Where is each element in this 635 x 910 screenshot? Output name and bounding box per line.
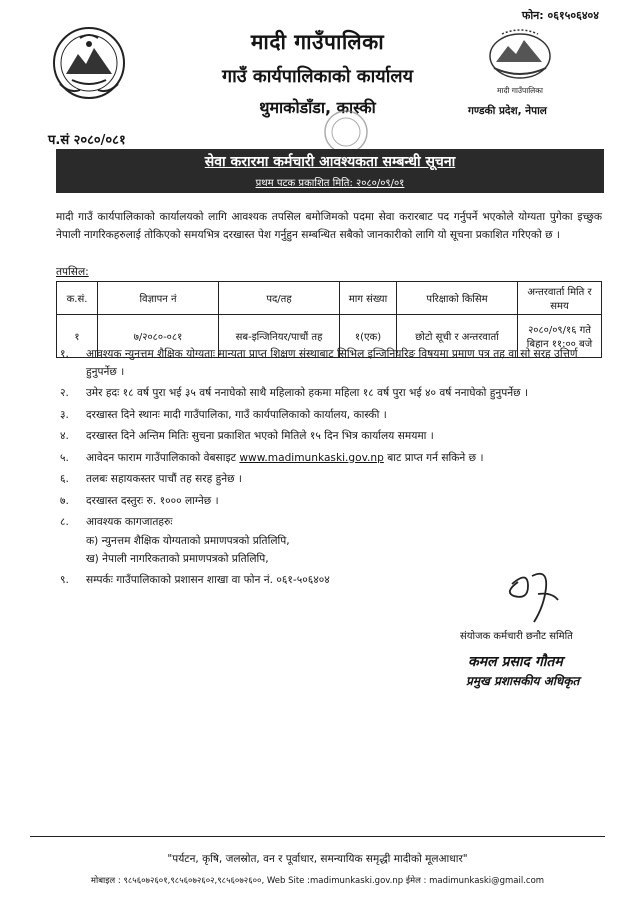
condition-text: आवश्यक न्युनत्तम शैक्षिक योग्यताः मान्यता प्राप्त शिक्षण संस्थाबाट सिभिल इन्जिनियरिङ विषयमा प्रमाण पत्र तह वा सो सरह उत्तिर्ण हुनुपर्नेछ । [86, 348, 578, 378]
condition-text: दरखास्त दिने अन्तिम मितिः सुचना प्रकाशित भएको मितिले १५ दिन भित्र कार्यालय समयमा । [86, 430, 434, 442]
col-quantity: माग संख्या [340, 282, 397, 315]
condition-number: ६. [60, 473, 69, 485]
condition-number: ९. [60, 573, 69, 586]
condition-text: उमेर हदः १८ वर्ष पुरा भई ३५ वर्ष ननाघेको साथै महिलाको हकमा महिला १८ वर्ष पुरा भई ४० वर्ष ननाघेको हुनुपर्नेछ । [86, 387, 528, 399]
signer-name: कमल प्रसाद गौतम [468, 654, 563, 670]
committee-coordinator: संयोजक कर्मचारी छनौट समिति [460, 631, 573, 642]
municipality-logo-caption: मादी गाउँपालिका [497, 86, 543, 95]
table-header-row [57, 282, 602, 315]
reference-number: प.सं २०८०/०८१ [48, 133, 126, 148]
condition-number: ५. [60, 451, 69, 464]
conditions-list [56, 346, 608, 593]
document-item: क) न्युनत्तम शैक्षिक योग्यताको प्रमाणपत्रको प्रतिलिपि, [86, 534, 290, 547]
condition-text: आवश्यक कागजातहरुः [86, 516, 173, 528]
condition-form [56, 450, 608, 468]
condition-salary [56, 471, 608, 489]
notice-intro: मादी गाउँ कार्यपालिकाको कार्यालयको लागि आवश्यक तपसिल बमोजिमको पदमा सेवा करारबाट पद गर्नुपर्ने भएकोले योग्यता पुगेका इच्छुक नेपाली नागरिकहरुलाई तोकिएको समयभित्र दरखास्त पेश गर्नुहुन सम्बन्धित सबैको जानकारीको लागि यो सूचना प्रकाशित गरिएको छ । [56, 211, 602, 241]
notice-banner [56, 149, 604, 193]
signer-title: प्रमुख प्रशासकीय अधिकृत [466, 674, 580, 688]
condition-text: तलबः सहायकस्तर पाचौं तह सरह हुनेछ । [86, 473, 242, 485]
phone-number: फोन: ०६१५०६४०४ [521, 9, 599, 22]
condition-qualification [56, 346, 608, 381]
province-name: गण्डकी प्रदेश, नेपाल [468, 105, 547, 117]
row-interview-date: २०८०/०९/१६ गते [528, 325, 591, 336]
handwritten-signature-icon [498, 566, 568, 636]
col-position: पद/तह [219, 282, 340, 315]
condition-text: दरखास्त दिने स्थानः मादी गाउँपालिका, गाउँ कार्यपालिकाको कार्यालय, कास्की । [86, 408, 387, 421]
condition-fee [56, 493, 608, 511]
condition-number: ७. [60, 494, 69, 507]
row-quantity: १(एक) [340, 315, 397, 358]
col-interview: अन्तरवार्ता मिति र समय [518, 282, 602, 315]
col-exam-type: परिक्षाको किसिम [397, 282, 518, 315]
notice-subtitle: प्रथम पटक प्रकाशित मिति: २०८०/०९/०१ [255, 178, 405, 189]
row-position: सब-इन्जिनियर/पाचौं तह [219, 315, 340, 358]
condition-text: आवेदन फाराम गाउँपालिकाको वेबसाइट [86, 451, 236, 464]
condition-deadline [56, 428, 608, 446]
col-ad-number: विज्ञापन नं [98, 282, 219, 315]
condition-documents [56, 514, 608, 568]
table-heading: तपसिल: [56, 266, 89, 278]
condition-number: ३. [60, 408, 69, 421]
footer-slogan: "पर्यटन, कृषि, जलस्रोत, वन र पूर्वाधार, समन्यायिक समृद्धी मादीको मूलआधार" [167, 853, 468, 865]
col-serial: क.सं. [57, 282, 98, 315]
condition-text: बाट प्राप्त गर्न सकिने छ । [387, 451, 484, 464]
row-ad-number: ७/२०८०-०८१ [98, 315, 219, 358]
office-name: गाउँ कार्यपालिकाको कार्यालय [221, 66, 414, 87]
condition-number: ८. [60, 516, 69, 528]
condition-number: ४. [60, 430, 69, 442]
condition-age [56, 385, 608, 403]
row-serial: १ [57, 315, 98, 358]
notice-title: सेवा करारमा कर्मचारी आवश्यकता सम्बन्धी सूचना [204, 154, 456, 170]
website-link[interactable]: www.madimunkaski.gov.np [239, 451, 384, 464]
office-address: थुमाकोडाँडा, कास्की [259, 98, 376, 117]
footer-divider [30, 836, 605, 837]
condition-text: सम्पर्कः गाउँपालिकाको प्रशासन शाखा वा फोन नं. ०६१-५०६४०४ [86, 573, 330, 586]
row-exam-type: छोटो सूची र अन्तरवार्ता [397, 315, 518, 358]
condition-place [56, 407, 608, 425]
row-interview-time: बिहान ११:०० बजे [526, 339, 593, 350]
condition-number: १. [60, 348, 69, 360]
footer-contact: मोबाइल : ९८५६०७२६०१,९८५६०७२६०२,९८५६०७२६००, Web Site :madimunkaski.gov.np ईमेल : madimunkaski@gmail.com [90, 876, 545, 886]
condition-text: दरखास्त दस्तुरः रु. १००० लाग्नेछ । [86, 494, 219, 507]
municipality-name: मादी गाउँपालिका [250, 30, 385, 54]
document-item: ख) नेपाली नागरिकताको प्रमाणपत्रको प्रतिलिपि, [86, 552, 269, 565]
condition-number: २. [60, 387, 69, 399]
